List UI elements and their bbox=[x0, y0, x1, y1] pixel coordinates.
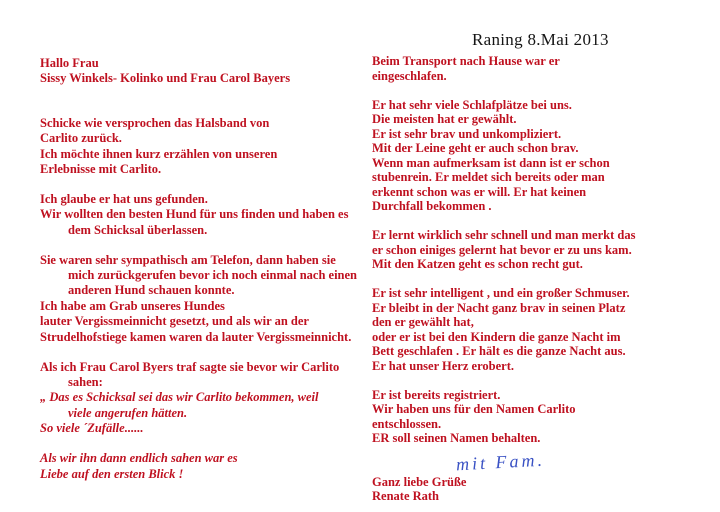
letter-line: Er ist bereits registriert. bbox=[372, 387, 501, 402]
letter-line: Bett geschlafen . Er hält es die ganze Nacht aus. bbox=[372, 344, 626, 358]
letter-line: eingeschlafen. bbox=[372, 68, 447, 83]
paragraph bbox=[372, 54, 718, 83]
letter-line: Als wir ihn dann endlich sahen war es bbox=[40, 451, 238, 466]
paragraph bbox=[372, 228, 718, 272]
letter-line: Ich möchte ihnen kurz erzählen von unseren bbox=[40, 146, 278, 161]
letter-line: Er hat sehr viele Schlafplätze bei uns. bbox=[372, 97, 572, 112]
letter-line: Sissy Winkels- Kolinko und Frau Carol Bayers bbox=[40, 71, 291, 86]
letter-line: stubenrein. Er meldet sich bereits oder man bbox=[372, 170, 605, 184]
letter-line: entschlossen. bbox=[372, 416, 442, 431]
letter-line: Er ist sehr brav und unkompliziert. bbox=[372, 126, 562, 141]
letter-line: viele angerufen hätten. bbox=[68, 405, 188, 420]
paragraph bbox=[372, 388, 718, 446]
letter-line: ER soll seinen Namen behalten. bbox=[372, 431, 541, 445]
letter-line: Erlebnisse mit Carlito. bbox=[40, 162, 162, 177]
letter-line: Ich habe am Grab unseres Hundes bbox=[40, 298, 225, 313]
letter-line: Beim Transport nach Hause war er bbox=[372, 54, 560, 68]
letter-line: Wir haben uns für den Namen Carlito bbox=[372, 402, 576, 416]
letter-line: Durchfall bekommen . bbox=[372, 199, 492, 213]
letter-line: sahen: bbox=[68, 375, 103, 389]
paragraph bbox=[40, 451, 372, 482]
letter-line: Die meisten hat er gewählt. bbox=[372, 112, 517, 126]
paragraph bbox=[40, 192, 372, 238]
letter-line: erkennt schon was er will. Er hat keinen bbox=[372, 184, 587, 199]
paragraph bbox=[372, 286, 718, 373]
letter-line: Wir wollten den besten Hund für uns finden und haben es bbox=[40, 207, 349, 222]
letter-line: oder er ist bei den Kindern die ganze Nacht im bbox=[372, 329, 621, 344]
letter-line: dem Schicksal überlassen. bbox=[68, 222, 208, 237]
letter-line: lauter Vergissmeinnicht gesetzt, und als wir an der bbox=[40, 314, 309, 329]
letter-line: Carlito zurück. bbox=[40, 131, 122, 146]
paragraph bbox=[372, 475, 718, 504]
letter-line: Er bleibt in der Nacht ganz brav in seinen Platz bbox=[372, 300, 626, 315]
letter-line: Mit der Leine geht er auch schon brav. bbox=[372, 141, 579, 155]
letter-line: „ Das es Schicksal sei das wir Carlito bekommen, weil bbox=[40, 390, 319, 405]
letter-line: Er hat unser Herz erobert. bbox=[372, 358, 514, 373]
paragraph bbox=[40, 56, 372, 87]
letter-line: Als ich Frau Carol Byers traf sagte sie bevor wir Carlito bbox=[40, 359, 340, 374]
letter-line: Wenn man aufmerksam ist dann ist er schon bbox=[372, 155, 610, 170]
letter-line: Schicke wie versprochen das Halsband von bbox=[40, 115, 270, 130]
letter-line: Liebe auf den ersten Blick ! bbox=[40, 466, 184, 481]
letter-line: Ganz liebe Grüße bbox=[372, 474, 467, 489]
letter-line: Strudelhofstiege kamen waren da lauter Vergissmeinnicht. bbox=[40, 329, 352, 344]
letter-line: Er lernt wirklich sehr schnell und man merkt das bbox=[372, 228, 636, 242]
letter-line: Hallo Frau bbox=[40, 56, 99, 70]
letter-line: So viele ´Zufälle...... bbox=[40, 421, 144, 436]
paragraph bbox=[40, 360, 372, 437]
letter-line: den er gewählt hat, bbox=[372, 315, 474, 329]
paragraph bbox=[372, 98, 718, 214]
letter-line: mich zurückgerufen bevor ich noch einmal nach einen bbox=[68, 268, 358, 283]
letter-line: Ich glaube er hat uns gefunden. bbox=[40, 191, 208, 206]
right-column bbox=[372, 54, 718, 504]
paragraph bbox=[40, 253, 372, 345]
paragraph bbox=[40, 116, 372, 178]
letter-line: Sie waren sehr sympathisch am Telefon, dann haben sie bbox=[40, 252, 336, 267]
left-column bbox=[40, 56, 372, 482]
letter-line: Mit den Katzen geht es schon recht gut. bbox=[372, 257, 583, 271]
letter-line: er schon einiges gelernt hat bevor er zu uns kam. bbox=[372, 242, 632, 257]
letter-line: anderen Hund schauen konnte. bbox=[68, 283, 235, 298]
letter-date: Raning 8.Mai 2013 bbox=[472, 30, 609, 49]
letter-line: Er ist sehr intelligent , und ein großer Schmuser. bbox=[372, 286, 630, 300]
letter-line: Renate Rath bbox=[372, 489, 440, 503]
handwritten-note: mit Fam. bbox=[455, 449, 546, 475]
